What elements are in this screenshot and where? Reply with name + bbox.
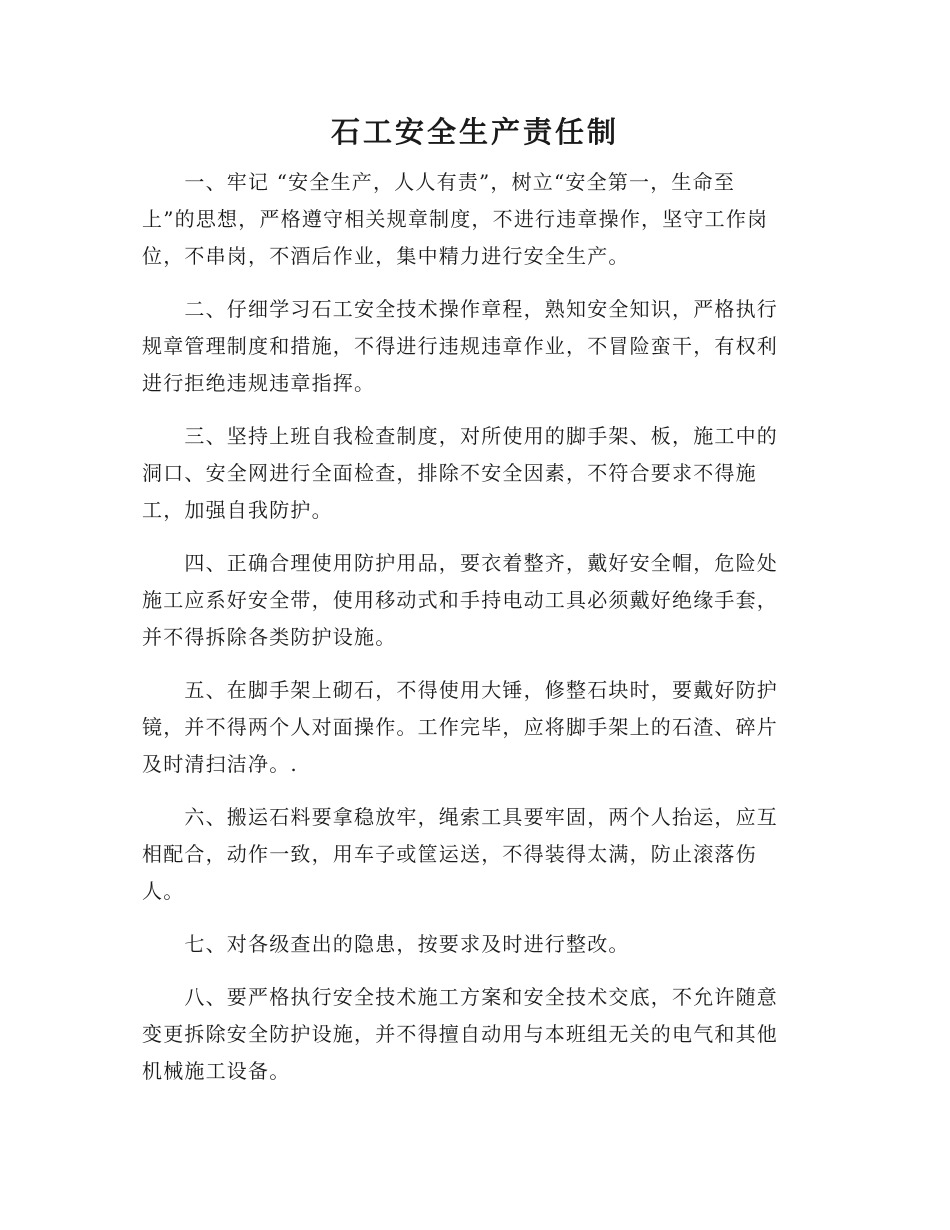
document-body — [142, 164, 812, 1090]
paragraph-8: 八、要严格执行安全技术施工方案和安全技术交底，不允许随意 变更拆除安全防护设施，并不得擅自动用与本班组无关的电气和其他 机械施工设备。 — [142, 985, 778, 1083]
paragraph-6: 六、搬运石料要拿稳放牢，绳索工具要牢固，两个人抬运，应互 相配合，动作一致，用车子或筐运送，不得装得太满，防止滚落伤 人。 — [142, 805, 778, 903]
paragraph-5: 五、在脚手架上砌石，不得使用大锤，修整石块时，要戴好防护 镜，并不得两个人对面操作。工作完毕，应将脚手架上的石渣、碎片 及时清扫洁净。. — [142, 678, 778, 776]
paragraph-2: 二、仔细学习石工安全技术操作章程，熟知安全知识，严格执行 规章管理制度和措施，不得进行违规违章作业，不冒险蛮干，有权利 进行拒绝违规违章指挥。 — [142, 297, 778, 395]
paragraph-7: 七、对各级查出的隐患，按要求及时进行整改。 — [142, 932, 630, 956]
paragraph-4: 四、正确合理使用防护用品，要衣着整齐，戴好安全帽，危险处 施工应系好安全带，使用移动式和手持电动工具必须戴好绝缘手套， 并不得拆除各类防护设施。 — [142, 551, 778, 649]
paragraph-3: 三、坚持上班自我检查制度，对所使用的脚手架、板，施工中的 洞口、安全网进行全面检查，排除不安全因素，不符合要求不得施 工，加强自我防护。 — [142, 424, 778, 522]
document-title: 石工安全生产责任制 — [330, 115, 619, 149]
paragraph-1: 一、牢记 “安全生产，人人有责”，树立“安全第一，生命至 上”的思想，严格遵守相关规章制度，不进行违章操作，坚守工作岗 位，不串岗，不酒后作业，集中精力进行安全生产。 — [142, 170, 769, 268]
